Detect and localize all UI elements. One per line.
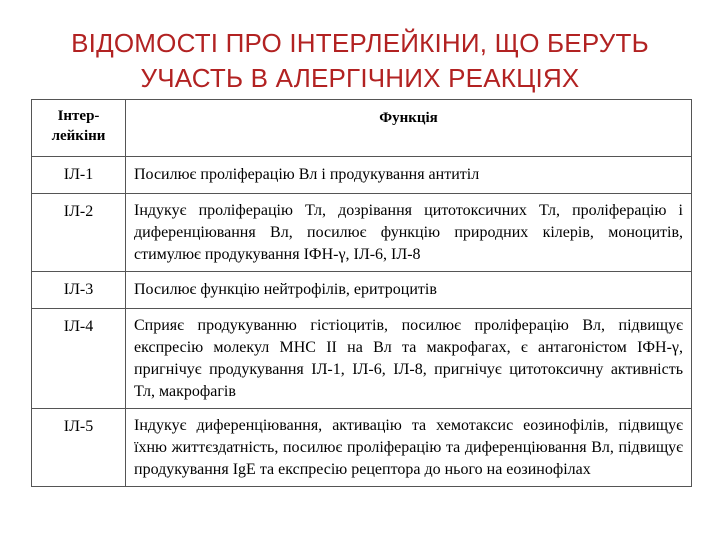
row-code: ІЛ-4 — [63, 318, 94, 335]
table-header-row — [32, 100, 692, 157]
row-code: ІЛ-5 — [63, 418, 94, 435]
table-row — [32, 157, 692, 194]
header-function — [126, 100, 692, 157]
table-row — [32, 309, 692, 409]
row-code: ІЛ-1 — [63, 166, 94, 183]
row-function: Посилює проліферацію Вл і продукування антитіл — [134, 166, 480, 183]
page-title — [0, 26, 720, 96]
row-function: Індукує проліферацію Тл, дозрівання цитотоксичних Тл, проліферацію і диференціювання Вл, посилює функцію природних кілерів, моноцитів, стимулює продукування ІФН-γ, ІЛ-6, ІЛ-8 — [134, 202, 683, 263]
row-code: ІЛ-3 — [63, 281, 94, 298]
row-function: Посилює функцію нейтрофілів, еритроцитів — [134, 281, 437, 298]
interleukin-table — [31, 99, 692, 487]
row-function: Сприяє продукуванню гістіоцитів, посилює проліферацію Вл, підвищує експресію молекул МНС ІІ на Вл та макрофагах, є антагоністом ІФН-γ, пригнічує продукування ІЛ-1, ІЛ-6, ІЛ-8, пригнічує цитотоксичну активність Тл, макрофагів — [134, 317, 683, 400]
header-interleukins — [32, 100, 126, 157]
title-line-1: ВІДОМОСТІ ПРО ІНТЕРЛЕЙКІНИ, ЩО БЕРУТЬ — [71, 28, 649, 58]
title-line-2: УЧАСТЬ В АЛЕРГІЧНИХ РЕАКЦІЯХ — [140, 63, 580, 93]
header-interleukins-line2: лейкіни — [51, 128, 106, 144]
table-row — [32, 194, 692, 272]
header-function-label: Функція — [379, 110, 438, 126]
row-function: Індукує диференціювання, активацію та хемотаксис еозинофілів, підвищує їхню життєздатність, посилює проліферацію та диференціювання Вл, підвищує продукування IgE та експресію рецептора до нього на еозинофілах — [134, 417, 683, 478]
header-interleukins-line1: Інтер- — [57, 108, 100, 124]
table-row — [32, 409, 692, 487]
table-row — [32, 272, 692, 309]
row-code: ІЛ-2 — [63, 203, 94, 220]
